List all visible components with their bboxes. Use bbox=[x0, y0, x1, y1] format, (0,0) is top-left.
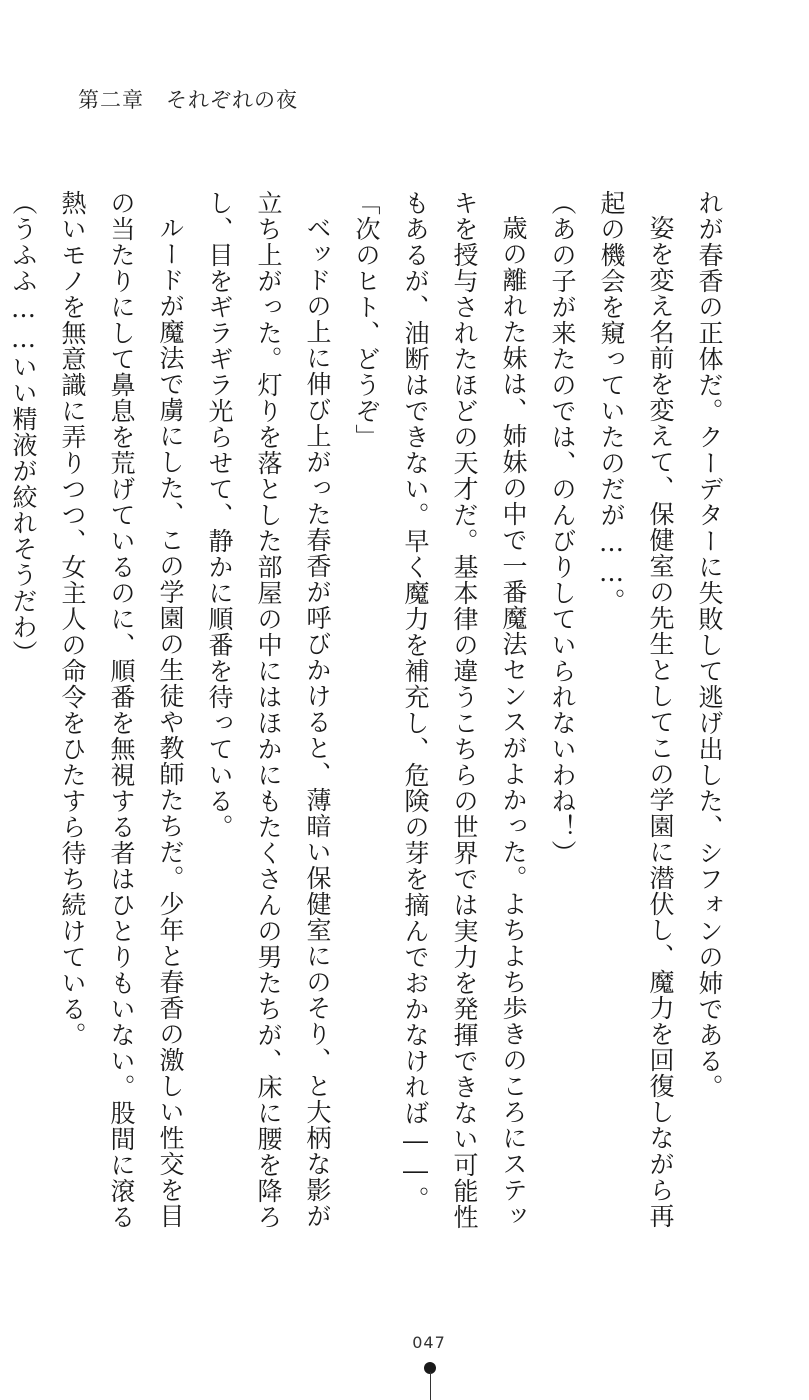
text-line: ルードが魔法で虜にした、この学園の生徒や教師たちだ。少年と春香の激しい性交を目 bbox=[156, 215, 185, 1229]
text-line: 歳の離れた妹は、姉妹の中で一番魔法センスがよかった。よちよち歩きのころにステッ bbox=[499, 215, 528, 1229]
page-number: 047 bbox=[412, 1333, 446, 1352]
running-head-chapter-title: 第二章 それぞれの夜 bbox=[78, 88, 298, 112]
text-line: （あの子が来たのでは、のんびりしていられないわね！） bbox=[548, 190, 577, 866]
text-line: 「次のヒト、どうぞ」 bbox=[352, 190, 381, 450]
vertical-body-text bbox=[9, 190, 734, 1230]
folio-rule bbox=[430, 1372, 431, 1400]
text-line: れが春香の正体だ。クーデターに失敗して逃げ出した、シフォンの姉である。 bbox=[695, 190, 724, 1100]
text-line: 姿を変え名前を変えて、保健室の先生としてこの学園に潜伏し、魔力を回復しながら再 bbox=[646, 215, 675, 1229]
text-line: 熱いモノを無意識に弄りつつ、女主人の命令をひたすら待ち続けている。 bbox=[58, 190, 87, 1048]
folio-ornament-icon bbox=[424, 1362, 436, 1400]
text-line: ベッドの上に伸び上がった春香が呼びかけると、薄暗い保健室にのそり、と大柄な影が bbox=[303, 215, 332, 1229]
text-line: の当たりにして鼻息を荒げているのに、順番を無視する者はひとりもいない。股間に滾る bbox=[107, 190, 136, 1230]
text-line: （うふふ……いい精液が絞れそうだわ） bbox=[9, 190, 38, 666]
text-line: もあるが、油断はできない。早く魔力を補充し、危険の芽を摘んでおかなければ――。 bbox=[401, 190, 430, 1212]
text-line: し、目をギラギラ光らせて、静かに順番を待っている。 bbox=[205, 190, 234, 840]
text-line: キを授与されたほどの天才だ。基本律の違うこちらの世界では実力を発揮できない可能性 bbox=[450, 190, 479, 1230]
text-line: 起の機会を窺っていたのだが……。 bbox=[597, 190, 626, 614]
text-line: 立ち上がった。灯りを落とした部屋の中にはほかにもたくさんの男たちが、床に腰を降ろ bbox=[254, 190, 283, 1230]
